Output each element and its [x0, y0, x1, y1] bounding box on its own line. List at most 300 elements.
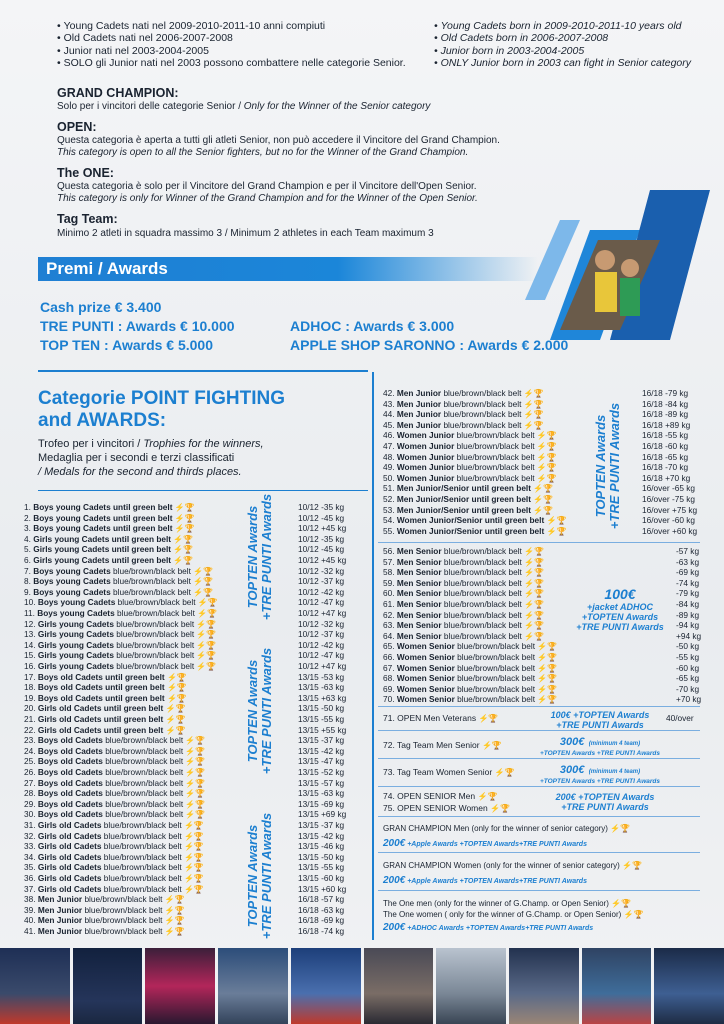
open-veterans-award: 100€ +TOPTEN Awards +TRE PUNTI Awards: [550, 710, 650, 730]
open-veterans-weight: 40/over: [666, 713, 694, 723]
category-number: 25.: [24, 756, 36, 767]
belt-label: blue/brown/black belt: [103, 862, 182, 873]
weight-class: -65 kg: [676, 673, 700, 684]
topten-prize: TOP TEN : Awards € 5.000: [40, 337, 214, 353]
eligibility-item: • Old Cadets nati nel 2006-2007-2008: [57, 32, 406, 44]
weight-class: 13/15 -63 kg: [298, 682, 345, 693]
weight-class: 10/12 -42 kg: [298, 639, 345, 650]
trophy-icon: ⚡🏆: [533, 484, 554, 494]
category-number: 23.: [24, 735, 36, 746]
event-photo: [0, 948, 70, 1024]
belt-label: blue/brown/black belt: [443, 546, 522, 556]
trophy-icon: ⚡🏆: [521, 589, 544, 599]
belt-label: blue/brown/black belt: [84, 904, 163, 915]
belt-label: blue/brown/black belt: [103, 873, 182, 883]
category-number: 46.: [383, 430, 395, 441]
category-label: Girls young Cadets: [37, 629, 114, 640]
belt-label: blue/brown/black belt: [103, 841, 182, 852]
weight-class: 10/12 -37 kg: [298, 629, 345, 640]
trophy-icon: ⚡🏆: [183, 768, 206, 777]
category-number: 27.: [24, 777, 36, 788]
trophy-icon: ⚡🏆: [535, 663, 558, 673]
weight-class: 13/15 -52 kg: [298, 767, 345, 777]
trophy-icon: ⚡🏆: [183, 757, 206, 767]
category-number: 22.: [24, 724, 36, 735]
belt-label: blue/brown/black belt: [457, 641, 536, 652]
trophy-icon: ⚡🏆: [534, 473, 557, 483]
category-label: Boys old Cadets: [37, 788, 103, 799]
weight-class: 10/12 +45 kg: [298, 523, 347, 534]
category-number: 37.: [24, 883, 36, 894]
weight-class: 13/15 -55 kg: [298, 714, 345, 724]
trophy-icon: ⚡🏆: [181, 863, 204, 873]
category-label: Girls old Cadets until green belt: [37, 724, 164, 735]
weight-class: 13/15 -63 kg: [298, 788, 345, 799]
trophy-icon: ⚡🏆: [521, 578, 544, 588]
trophy-icon: ⚡🏆: [533, 505, 554, 515]
fighters-photo: [520, 190, 710, 340]
weight-class: -79 kg: [676, 588, 700, 599]
event-photo: [436, 948, 506, 1024]
the-one-award: 200€ +ADHOC Awards +TOPTEN Awards+TRE PUNTI Awards: [383, 922, 594, 933]
belt-label: blue/brown/black belt: [103, 830, 182, 841]
event-photo-strip: [0, 948, 724, 1024]
weight-class: 16/over +75 kg: [642, 504, 698, 515]
belt-label: blue/brown/black belt: [443, 620, 522, 631]
trophy-icon: ⚡🏆: [165, 704, 186, 714]
category-label: Women Senior: [396, 683, 455, 694]
weight-class: 16/18 -55 kg: [642, 430, 689, 441]
belt-label: blue/brown/black belt: [105, 777, 184, 788]
trophy-icon: ⚡🏆: [521, 631, 544, 641]
category-number: 17.: [24, 671, 36, 682]
category-label: Girls old Cadets until green belt: [37, 714, 164, 724]
open-senior-award: 200€ +TOPTEN Awards +TRE PUNTI Awards: [555, 792, 655, 812]
open-text: Questa categoria è aperta a tutti gli atleti Senior, non può accedere il Vincitore del Grand Champion. This category is open to all the Senior fighters, but no for the Winner of the Grand Champion.: [57, 135, 500, 158]
category-number: 16.: [24, 661, 36, 671]
category-number: 45.: [383, 419, 395, 430]
trophy-icon: ⚡🏆: [521, 610, 544, 620]
category-number: 68.: [383, 673, 395, 684]
cash-prize: Cash prize € 3.400: [40, 299, 162, 315]
category-label: Men Senior: [396, 577, 442, 588]
category-label: Women Junior: [396, 472, 455, 483]
category-number: 48.: [383, 451, 395, 462]
weight-class: 10/12 +47 kg: [298, 661, 347, 671]
category-number: 50.: [383, 472, 395, 483]
weight-class: 10/12 -35 kg: [298, 533, 345, 544]
tag-team-heading: Tag Team:: [57, 212, 118, 226]
category-number: 61.: [383, 599, 395, 609]
category-label: Men Junior/Senior until green belt: [396, 483, 532, 494]
category-number: 63.: [383, 620, 395, 631]
category-number: 35.: [24, 862, 36, 873]
category-number: 19.: [24, 692, 36, 703]
grand-champion-women-award: 200€ +Apple Awards +TOPTEN Awards+TRE PUNTI Awards: [383, 875, 587, 886]
trophy-icon: ⚡🏆: [181, 831, 204, 841]
category-label: Boys young Cadets: [33, 576, 111, 587]
weight-class: -84 kg: [676, 599, 700, 609]
weight-class: 13/15 -53 kg: [298, 671, 345, 682]
weight-class: 13/15 -46 kg: [298, 841, 345, 852]
trophy-icon: ⚡🏆: [166, 683, 187, 693]
category-number: 41.: [24, 926, 36, 936]
belt-label: blue/brown/black belt: [105, 809, 184, 820]
trophy-icon: ⚡🏆: [166, 693, 187, 703]
weight-class: 16/over -60 kg: [642, 515, 696, 526]
topten-vertical-label: TOPTEN Awards +TRE PUNTI Awards: [593, 402, 622, 530]
category-label: Men Junior: [37, 904, 83, 915]
trophy-icon: ⚡🏆: [162, 895, 185, 905]
category-number: 34.: [24, 851, 36, 862]
trophy-icon: ⚡🏆: [534, 442, 557, 451]
category-number: 7.: [24, 565, 31, 576]
weight-class: 10/12 +45 kg: [298, 555, 347, 565]
belt-label: blue/brown/black belt: [443, 588, 522, 599]
category-label: Girls young Cadets: [37, 650, 114, 661]
grand-champion-text: Solo per i vincitori delle categorie Senior / Only for the Winner of the Senior category: [57, 101, 431, 112]
category-number: 51.: [383, 483, 395, 494]
trophy-icon: ⚡🏆: [181, 852, 204, 862]
weight-class: -69 kg: [676, 567, 700, 578]
eligibility-item: • Junior born in 2003-2004-2005: [434, 45, 691, 57]
category-label: Women Senior: [396, 694, 455, 705]
weight-class: 16/18 -65 kg: [642, 451, 689, 462]
belt-label: blue/brown/black belt: [443, 398, 522, 409]
category-label: Girls old Cadets: [37, 851, 102, 862]
separator: [378, 730, 700, 731]
belt-label: blue/brown/black belt: [116, 639, 195, 650]
weight-class: 10/12 -45 kg: [298, 512, 345, 523]
weight-class: 13/15 -69 kg: [298, 798, 345, 809]
belt-label: blue/brown/black belt: [84, 894, 163, 905]
tag-team-men-row: 72. Tag Team Men Senior ⚡🏆: [383, 740, 502, 750]
trophy-icon: ⚡🏆: [521, 399, 544, 409]
category-row: [383, 694, 557, 706]
category-number: 18.: [24, 682, 36, 693]
category-number: 52.: [383, 494, 395, 504]
category-label: Men Senior: [396, 567, 442, 578]
trophy-icon: ⚡🏆: [521, 621, 544, 631]
category-number: 33.: [24, 841, 36, 852]
belt-label: blue/brown/black belt: [105, 735, 184, 746]
belt-label: blue/brown/black belt: [443, 567, 522, 578]
weight-class: 13/15 +63 kg: [298, 692, 347, 703]
belt-label: blue/brown/black belt: [456, 430, 535, 441]
belt-label: blue/brown/black belt: [456, 462, 535, 473]
category-number: 54.: [383, 515, 395, 526]
category-number: 40.: [24, 915, 36, 926]
weight-class: -57 kg: [676, 546, 700, 556]
category-number: 3.: [24, 523, 31, 534]
category-label: Boys old Cadets: [37, 798, 103, 809]
category-number: 28.: [24, 788, 36, 799]
category-label: Men Junior: [396, 388, 442, 398]
topten-vertical-label: TOPTEN Awards +TRE PUNTI Awards: [245, 493, 274, 621]
eligibility-list-it: [57, 20, 406, 70]
event-photo: [73, 948, 143, 1024]
weight-class: 16/18 -79 kg: [642, 388, 689, 398]
belt-label: blue/brown/black belt: [443, 419, 522, 430]
belt-label: blue/brown/black belt: [117, 597, 196, 608]
trophy-icon: ⚡🏆: [521, 389, 544, 398]
topten-vertical-label: TOPTEN Awards +TRE PUNTI Awards: [245, 647, 274, 775]
weight-class: 10/12 -47 kg: [298, 597, 345, 608]
category-number: 1.: [24, 502, 31, 512]
category-label: Men Senior: [396, 599, 442, 609]
separator: [378, 890, 700, 891]
weight-class: -50 kg: [676, 641, 700, 652]
trophy-icon: ⚡🏆: [534, 431, 557, 441]
trophy-icon: ⚡🏆: [194, 630, 217, 640]
category-number: 62.: [383, 609, 395, 620]
belt-label: blue/brown/black belt: [457, 694, 536, 705]
event-photo: [582, 948, 652, 1024]
weight-class: -94 kg: [676, 620, 700, 631]
trophy-icon: ⚡🏆: [521, 410, 544, 420]
weight-class: 13/15 +55 kg: [298, 724, 347, 735]
belt-label: blue/brown/black belt: [113, 576, 191, 587]
category-number: 20.: [24, 703, 36, 714]
weight-class: -70 kg: [676, 683, 700, 694]
belt-label: blue/brown/black belt: [105, 788, 184, 799]
category-label: Boys young Cadets: [37, 597, 116, 608]
belt-label: blue/brown/black belt: [84, 915, 163, 926]
topten-vertical-label: TOPTEN Awards +TRE PUNTI Awards: [245, 812, 274, 940]
eligibility-item: • Young Cadets nati nel 2009-2010-2011-10 anni compiuti: [57, 20, 406, 32]
trophy-icon: ⚡🏆: [546, 516, 567, 526]
trophy-icon: ⚡🏆: [174, 513, 195, 523]
category-label: Men Junior: [37, 894, 83, 905]
category-label: Boys old Cadets until green belt: [37, 671, 165, 682]
trophy-icon: ⚡🏆: [183, 746, 206, 756]
trophy-icon: ⚡🏆: [521, 557, 544, 567]
category-label: Women Junior: [396, 430, 455, 441]
trophy-icon: ⚡🏆: [194, 662, 217, 671]
belt-label: blue/brown/black belt: [105, 767, 184, 777]
category-number: 70.: [383, 694, 395, 705]
eligibility-item: • Old Cadets born in 2006-2007-2008: [434, 32, 691, 44]
category-number: 11.: [24, 608, 35, 618]
grand-champion-men-award: 200€ +Apple Awards +TOPTEN Awards+TRE PUNTI Awards: [383, 838, 587, 849]
trophy-icon: ⚡🏆: [166, 672, 187, 682]
trophy-icon: ⚡🏆: [183, 799, 206, 809]
category-number: 12.: [24, 618, 36, 629]
weight-class: 10/12 -32 kg: [298, 565, 345, 576]
trophy-icon: ⚡🏆: [173, 556, 194, 565]
trophy-icon: ⚡🏆: [194, 619, 217, 629]
trophy-icon: ⚡🏆: [521, 547, 544, 556]
weight-class: -63 kg: [676, 556, 700, 567]
category-label: Girls young Cadets until green belt: [33, 533, 172, 544]
category-label: Boys young Cadets until green belt: [33, 512, 173, 523]
trophy-icon: ⚡🏆: [183, 778, 206, 788]
trophy-icon: ⚡🏆: [535, 642, 558, 652]
category-label: Boys old Cadets: [37, 809, 103, 820]
trophy-icon: ⚡🏆: [183, 736, 206, 746]
trophy-icon: ⚡🏆: [183, 789, 206, 799]
category-label: Girls old Cadets until green belt: [37, 703, 164, 714]
trophy-icon: ⚡🏆: [190, 587, 214, 597]
category-number: 59.: [383, 577, 395, 588]
category-label: Women Senior: [396, 652, 455, 662]
weight-class: 16/18 -89 kg: [642, 409, 689, 420]
category-label: Boys old Cadets: [37, 767, 103, 777]
category-number: 65.: [383, 641, 395, 652]
trophy-icon: ⚡🏆: [162, 916, 185, 926]
trophy-icon: ⚡🏆: [521, 420, 544, 430]
tag-team-text: Minimo 2 atleti in squadra massimo 3 / Minimum 2 athletes in each Team maximum 3: [57, 228, 434, 239]
category-number: 2.: [24, 512, 31, 523]
trophy-icon: ⚡🏆: [162, 927, 185, 936]
tag-team-women-row: 73. Tag Team Women Senior ⚡🏆: [383, 767, 515, 777]
category-number: 49.: [383, 462, 395, 473]
trophy-icon: ⚡🏆: [183, 810, 206, 820]
category-number: 43.: [383, 398, 395, 409]
category-number: 9.: [24, 586, 31, 597]
trophy-icon: ⚡🏆: [165, 725, 186, 735]
category-number: 4.: [24, 533, 31, 544]
event-photo: [654, 948, 724, 1024]
belt-label: blue/brown/black belt: [103, 820, 182, 830]
belt-label: blue/brown/black belt: [456, 451, 535, 462]
category-label: Men Junior: [396, 398, 442, 409]
belt-label: blue/brown/black belt: [443, 577, 522, 588]
category-label: Men Junior/Senior until green belt: [396, 504, 532, 515]
weight-class: -55 kg: [676, 652, 700, 662]
trophy-icon: ⚡🏆: [535, 695, 558, 705]
trophy-icon: ⚡🏆: [534, 463, 557, 473]
category-label: Girls old Cadets: [37, 820, 102, 830]
divider: [38, 490, 368, 491]
category-row: [383, 526, 566, 538]
category-label: Boys young Cadets: [33, 565, 111, 576]
weight-class: 16/18 -74 kg: [298, 926, 345, 936]
belt-label: blue/brown/black belt: [116, 618, 195, 629]
event-photo: [291, 948, 361, 1024]
weight-class: 10/12 -32 kg: [298, 618, 345, 629]
category-number: 32.: [24, 830, 36, 841]
belt-label: blue/brown/black belt: [116, 629, 195, 640]
open-senior-row: 74. OPEN SENIOR Men ⚡🏆 75. OPEN SENIOR Women ⚡🏆: [383, 791, 511, 813]
eligibility-item: • Junior nati nel 2003-2004-2005: [57, 45, 406, 57]
category-label: Women Senior: [396, 673, 455, 684]
weight-class: 10/12 -45 kg: [298, 544, 345, 555]
trophy-icon: ⚡🏆: [194, 651, 217, 661]
category-number: 66.: [383, 652, 395, 662]
weight-class: 13/15 -47 kg: [298, 756, 345, 767]
event-photo: [145, 948, 215, 1024]
trophy-icon: ⚡🏆: [190, 566, 214, 576]
trophy-icon: ⚡🏆: [534, 452, 557, 462]
category-number: 56.: [383, 546, 395, 556]
category-label: Men Junior: [396, 409, 442, 420]
category-number: 67.: [383, 662, 395, 673]
category-number: 24.: [24, 745, 36, 756]
belt-label: blue/brown/black belt: [103, 883, 182, 894]
grand-champion-men-row: GRAN CHAMPION Men (only for the winner of senior category) ⚡🏆: [383, 824, 631, 833]
separator: [378, 706, 700, 707]
category-number: 26.: [24, 767, 36, 777]
category-label: Boys old Cadets: [37, 745, 103, 756]
categories-subtitle: Trofeo per i vincitori / Trophies for the winners, Medaglia per i secondi e terzi classificati / Medals for the second and thirds places.: [38, 438, 264, 478]
weight-class: 16/18 +70 kg: [642, 472, 691, 483]
grand-champion-women-row: GRAN CHAMPION Women (only for the winner of senior category) ⚡🏆: [383, 861, 642, 870]
eligibility-item: • Young Cadets born in 2009-2010-2011-10 years old: [434, 20, 691, 32]
weight-class: 13/15 -37 kg: [298, 820, 345, 830]
event-photo: [509, 948, 579, 1024]
belt-label: blue/brown/black belt: [443, 409, 522, 420]
trophy-icon: ⚡🏆: [194, 609, 218, 618]
categories-title: Categorie POINT FIGHTING and AWARDS:: [38, 388, 286, 431]
trophy-icon: ⚡🏆: [165, 715, 186, 724]
weight-class: 16/18 -69 kg: [298, 915, 345, 926]
category-row: [24, 926, 185, 938]
separator: [378, 816, 700, 817]
belt-label: blue/brown/black belt: [443, 630, 522, 641]
weight-class: 10/12 -47 kg: [298, 650, 345, 661]
weight-class: 13/15 -37 kg: [298, 735, 345, 746]
category-number: 44.: [383, 409, 395, 420]
category-number: 30.: [24, 809, 36, 820]
weight-class: 13/15 -55 kg: [298, 862, 345, 873]
senior-award: 100€ +jacket ADHOC +TOPTEN Awards +TRE PUNTI Awards: [576, 586, 664, 632]
tre-punti-prize: TRE PUNTI : Awards € 10.000: [40, 318, 235, 334]
category-number: 69.: [383, 683, 395, 694]
category-label: Boys young Cadets: [33, 586, 111, 597]
category-label: Women Junior: [396, 441, 455, 451]
weight-class: +70 kg: [676, 694, 702, 705]
belt-label: blue/brown/black belt: [456, 441, 535, 451]
weight-class: 10/12 -35 kg: [298, 502, 345, 512]
tag-team-men-award: 300€ (minimum 4 team) +TOPTEN Awards +TRE PUNTI Awards: [539, 736, 661, 757]
trophy-icon: ⚡🏆: [535, 684, 558, 694]
trophy-icon: ⚡🏆: [190, 577, 214, 587]
category-number: 39.: [24, 904, 36, 915]
adhoc-prize: ADHOC : Awards € 3.000: [290, 318, 455, 334]
belt-label: blue/brown/black belt: [443, 388, 522, 398]
category-number: 14.: [24, 639, 36, 650]
category-label: Girls old Cadets: [37, 862, 102, 873]
category-label: Men Junior/Senior until green belt: [396, 494, 532, 504]
category-label: Boys old Cadets until green belt: [37, 682, 165, 693]
trophy-icon: ⚡🏆: [194, 640, 217, 650]
weight-class: 16/over -65 kg: [642, 483, 696, 494]
belt-label: blue/brown/black belt: [105, 756, 184, 767]
category-label: Men Senior: [396, 546, 442, 556]
category-label: Men Junior: [37, 915, 83, 926]
trophy-icon: ⚡🏆: [546, 526, 567, 536]
weight-class: 13/15 +60 kg: [298, 883, 347, 894]
trophy-icon: ⚡🏆: [535, 653, 558, 662]
category-number: 38.: [24, 894, 36, 905]
category-number: 15.: [24, 650, 36, 661]
trophy-icon: ⚡🏆: [174, 503, 195, 512]
weight-class: 13/15 -50 kg: [298, 703, 345, 714]
weight-class: 16/18 -63 kg: [298, 904, 345, 915]
trophy-icon: ⚡🏆: [181, 884, 204, 894]
category-number: 29.: [24, 798, 36, 809]
awards-banner: Premi / Awards: [38, 257, 538, 281]
belt-label: blue/brown/black belt: [457, 662, 536, 673]
category-number: 13.: [24, 629, 36, 640]
trophy-icon: ⚡🏆: [181, 842, 204, 852]
the-one-row: The One men (only for the winner of G.Champ. or Open Senior) ⚡🏆 The One women ( only for the winner of G.Champ. or Open Senior) ⚡🏆: [383, 899, 644, 919]
trophy-icon: ⚡🏆: [521, 600, 544, 609]
category-number: 31.: [24, 820, 36, 830]
event-photo: [364, 948, 434, 1024]
weight-class: 16/18 -60 kg: [642, 441, 689, 451]
